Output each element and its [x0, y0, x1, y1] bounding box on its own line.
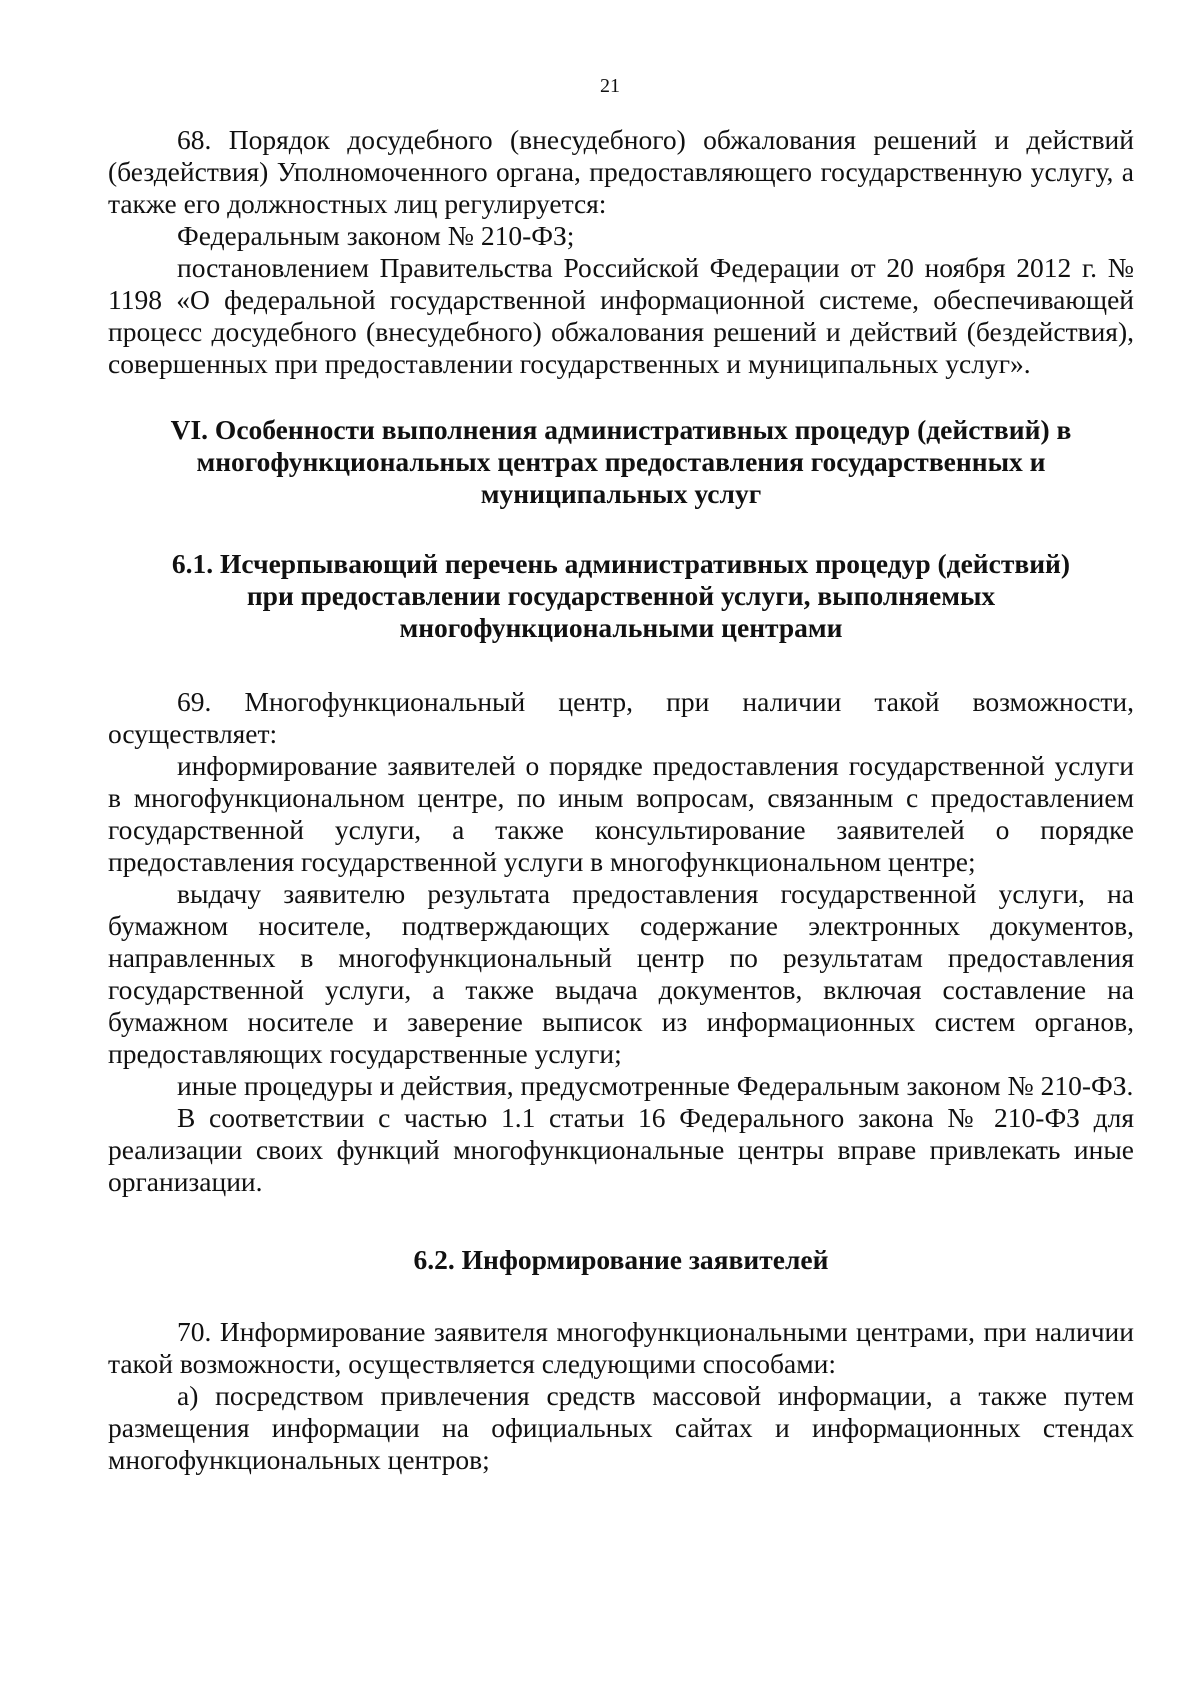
paragraph-70: 70. Информирование заявителя многофункциональными центрами, при наличии такой возможности, осуществляется следующими способами:	[108, 1316, 1134, 1379]
section-heading-6: VI. Особенности выполнения административных процедур (действий) в многофункциональных центрах предоставления государственных и муниципальных услуг	[170, 414, 1072, 509]
paragraph-69-other: иные процедуры и действия, предусмотренные Федеральным законом № 210-ФЗ.	[177, 1070, 1134, 1101]
subsection-heading-6-1: 6.1. Исчерпывающий перечень административных процедур (действий) при предоставлении государственной услуги, выполняемых многофункциональными центрами	[171, 548, 1071, 643]
paragraph-68: 68. Порядок досудебного (внесудебного) обжалования решений и действий (бездействия) Уполномоченного органа, предоставляющего государственную услугу, а также его должностных лиц регулируется:	[108, 124, 1134, 219]
document-body	[108, 124, 1134, 1476]
subsection-heading-6-2: 6.2. Информирование заявителей	[413, 1244, 829, 1275]
paragraph-68-law: Федеральным законом № 210-ФЗ;	[177, 220, 575, 251]
paragraph-69-informing: информирование заявителей о порядке предоставления государственной услуги в многофункциональном центре, по иным вопросам, связанным с предоставлением государственной услуги, а также консультирование заявителей о порядке предоставления государственной услуги в многофункциональном центре;	[108, 750, 1134, 877]
page-number: 21	[600, 75, 620, 97]
paragraph-68-resolution: постановлением Правительства Российской Федерации от 20 ноября 2012 г. № 1198 «О федеральной государственной информационной системе, обеспечивающей процесс досудебного (внесудебного) обжалования решений и действий (бездействия), совершенных при предоставлении государственных и муниципальных услуг».	[108, 252, 1134, 379]
paragraph-69: 69. Многофункциональный центр, при наличии такой возможности, осуществляет:	[108, 686, 1134, 749]
paragraph-70-a: а) посредством привлечения средств массовой информации, а также путем размещения информации на официальных сайтах и информационных стендах многофункциональных центров;	[108, 1380, 1134, 1475]
paragraph-69-issuing: выдачу заявителю результата предоставления государственной услуги, на бумажном носителе, подтверждающих содержание электронных документов, направленных в многофункциональный центр по результатам предоставления государственной услуги, а также выдача документов, включая составление на бумажном носителе и заверение выписок из информационных систем органов, предоставляющих государственные услуги;	[108, 878, 1134, 1069]
paragraph-69-accordance: В соответствии с частью 1.1 статьи 16 Федерального закона № 210-ФЗ для реализации своих функций многофункциональные центры вправе привлекать иные организации.	[108, 1102, 1134, 1197]
